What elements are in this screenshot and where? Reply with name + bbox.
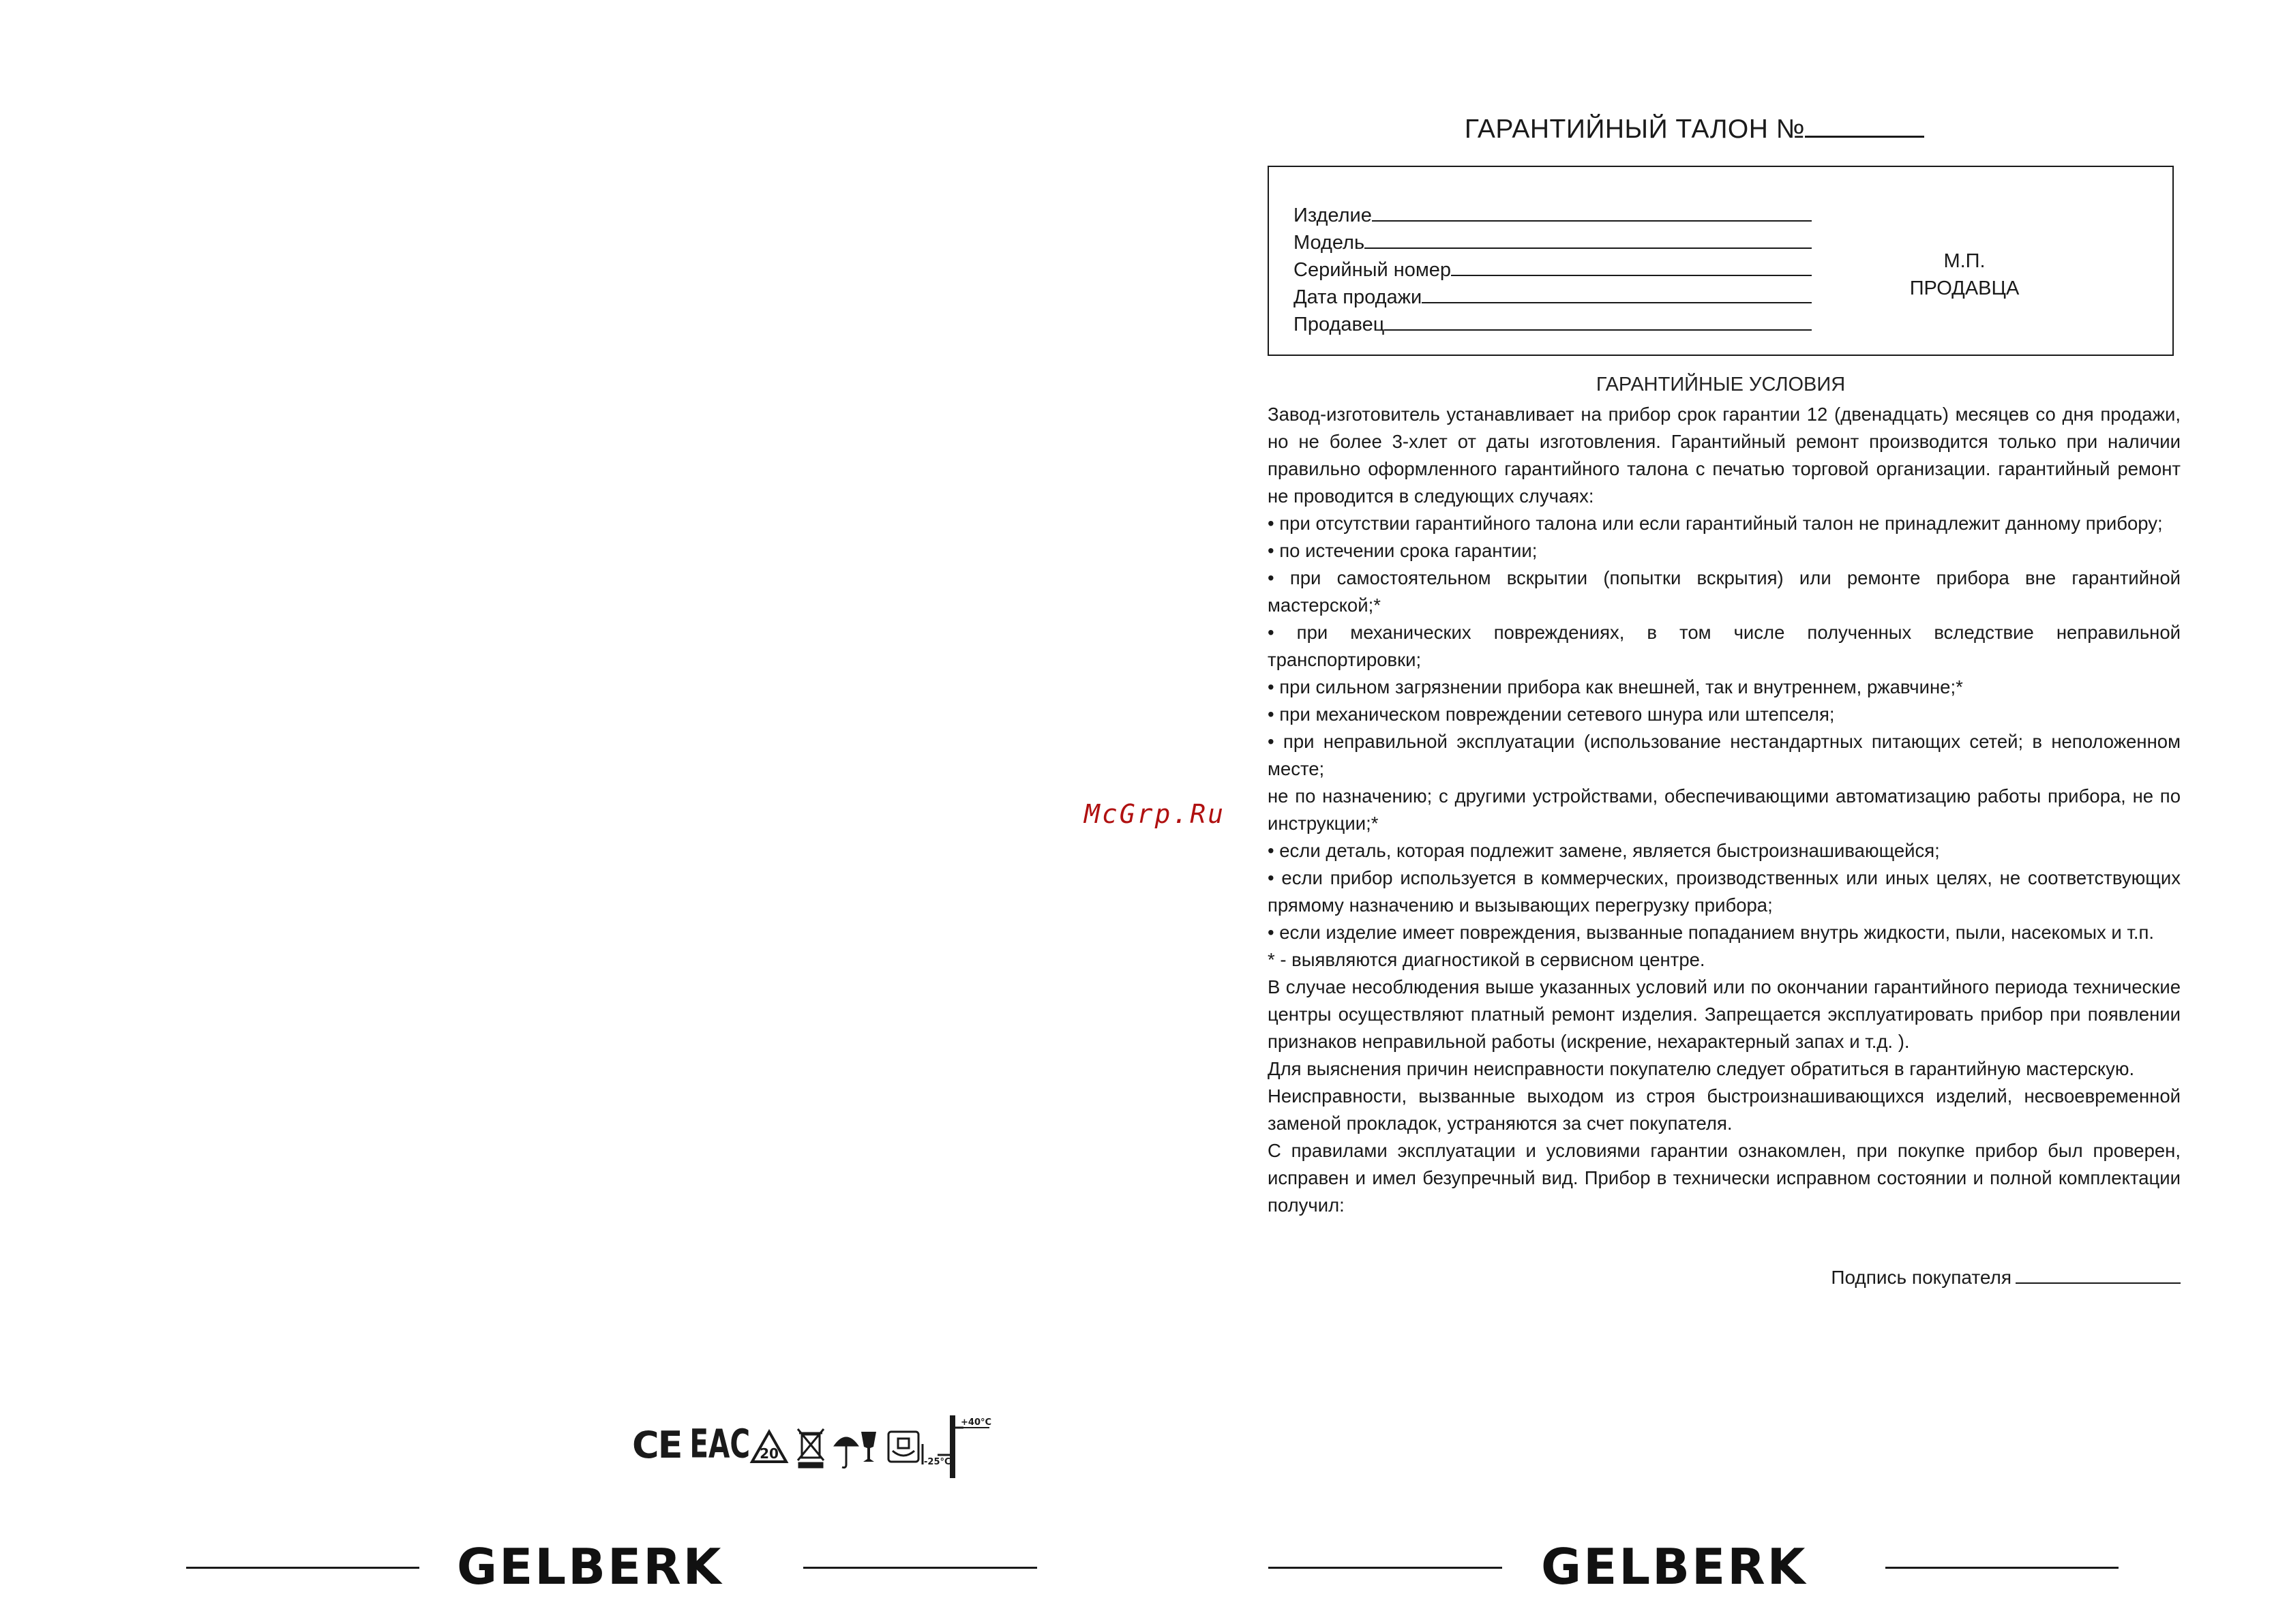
eac-mark: EAC bbox=[689, 1422, 751, 1468]
condition-paragraph: • если деталь, которая подлежит замене, является быстроизнашивающейся; bbox=[1268, 840, 1940, 861]
footer-rule-left-a bbox=[186, 1567, 419, 1569]
condition-paragraph: • при неправильной эксплуатации (использование нестандартных питающих сетей; в неположенном месте; bbox=[1268, 731, 2181, 779]
condition-paragraph: Завод-изготовитель устанавливает на прибор срок гарантии 12 (двенадцать) месяцев со дня продажи, но не более 3-хлет от даты изготовления. Гарантийный ремонт производится только при наличии правильно оформленного гарантийного талона с печатью торговой организации. гарантийный ремонт не проводится в следующих случаях: bbox=[1268, 404, 2181, 507]
footer-rule-left-b bbox=[803, 1567, 1037, 1569]
condition-paragraph: не по назначению; с другими устройствами, обеспечивающими автоматизацию работы прибора, не по инструкции;* bbox=[1268, 785, 2181, 834]
condition-paragraph: • при механических повреждениях, в том числе полученных вследствие неправильной транспортировки; bbox=[1268, 622, 2181, 670]
temp-high-label: +40°C bbox=[961, 1417, 992, 1428]
field-model[interactable] bbox=[1293, 227, 1812, 254]
footer-rule-right-b bbox=[1885, 1567, 2119, 1569]
signature-blank[interactable] bbox=[2016, 1267, 2181, 1284]
field-label: Серийный номер bbox=[1293, 259, 1452, 281]
brand-logo-left: GELBERK bbox=[457, 1538, 723, 1595]
field-blank[interactable] bbox=[1384, 329, 1812, 331]
ce-mark: CE bbox=[632, 1424, 682, 1467]
recycle-icon bbox=[752, 1432, 786, 1462]
warranty-conditions bbox=[1268, 401, 2181, 1219]
condition-paragraph: • по истечении срока гарантии; bbox=[1268, 540, 1538, 561]
field-blank[interactable] bbox=[1451, 275, 1812, 276]
condition-paragraph: С правилами эксплуатации и условиями гарантии ознакомлен, при покупке прибор был проверен, исправен и имел безупречный вид. Прибор в технически исправном состоянии и полной комплектации получил: bbox=[1268, 1140, 2181, 1216]
card-number-blank[interactable] bbox=[1805, 115, 1924, 138]
field-seller[interactable] bbox=[1293, 309, 1812, 336]
condition-paragraph: В случае несоблюдения выше указанных условий или по окончании гарантийного периода технические центры осуществляют платный ремонт изделия. Запрещается эксплуатировать прибор при появлении признаков неправильной работы (искрение, нехарактерный запах и т.д. ). bbox=[1268, 976, 2181, 1052]
keep-dry-icon bbox=[835, 1438, 857, 1468]
warranty-card-title bbox=[1268, 115, 2121, 145]
condition-paragraph: Неисправности, вызванные выходом из строя быстроизнашивающихся изделий, несвоевременной заменой прокладок, устраняются за счет покупателя. bbox=[1268, 1085, 2181, 1134]
watermark: McGrp.Ru bbox=[1084, 799, 1226, 829]
product-fields bbox=[1293, 200, 1812, 336]
weee-bin-icon bbox=[798, 1429, 824, 1467]
condition-paragraph: • если изделие имеет повреждения, вызванные попаданием внутрь жидкости, пыли, насекомых и т.п. bbox=[1268, 922, 2155, 943]
fragile-icon bbox=[861, 1432, 876, 1462]
seller-stamp-area bbox=[1862, 247, 2067, 302]
field-serial-number[interactable] bbox=[1293, 254, 1812, 282]
conditions-title: ГАРАНТИЙНЫЕ УСЛОВИЯ bbox=[1596, 374, 1846, 395]
condition-paragraph: • если прибор используется в коммерческих, производственных или иных целях, не соответствующих прямому назначению и вызывающих перегрузку прибора; bbox=[1268, 867, 2181, 916]
stamp-line-1: М.П. bbox=[1943, 250, 1986, 272]
field-blank[interactable] bbox=[1372, 220, 1812, 222]
condition-paragraph: Для выяснения причин неисправности покупателю следует обратиться в гарантийную мастерскую. bbox=[1268, 1058, 2135, 1079]
temp-low-label: -25°C bbox=[924, 1457, 951, 1467]
condition-paragraph: • при сильном загрязнении прибора как внешней, так и внутреннем, ржавчине;* bbox=[1268, 676, 1963, 697]
warranty-card-title-text: ГАРАНТИЙНЫЙ ТАЛОН № bbox=[1464, 115, 1806, 144]
condition-paragraph: • при самостоятельном вскрытии (попытки вскрытия) или ремонте прибора вне гарантийной мастерской;* bbox=[1268, 567, 2181, 616]
buyer-signature bbox=[1268, 1267, 2181, 1289]
field-label: Продавец bbox=[1293, 314, 1385, 335]
field-sale-date[interactable] bbox=[1293, 282, 1812, 309]
stamp-line-2: ПРОДАВЦА bbox=[1909, 277, 2020, 299]
condition-paragraph: * - выявляются диагностикой в сервисном центре. bbox=[1268, 949, 1705, 970]
brand-logo-right: GELBERK bbox=[1541, 1538, 1808, 1595]
signature-label: Подпись покупателя bbox=[1831, 1267, 2011, 1288]
field-label: Изделие bbox=[1293, 205, 1372, 226]
condition-paragraph: • при механическом повреждении сетевого шнура или штепселя; bbox=[1268, 704, 1835, 725]
field-label: Дата продажи bbox=[1293, 286, 1422, 308]
condition-paragraph: • при отсутствии гарантийного талона или если гарантийный талон не принадлежит данному прибору; bbox=[1268, 513, 2163, 534]
field-label: Модель bbox=[1293, 232, 1365, 254]
field-product[interactable] bbox=[1293, 200, 1812, 227]
product-info-box bbox=[1268, 166, 2174, 356]
field-blank[interactable] bbox=[1422, 302, 1812, 303]
certification-marks bbox=[631, 1413, 999, 1481]
handle-with-care-icon bbox=[888, 1432, 918, 1462]
field-blank[interactable] bbox=[1364, 247, 1812, 249]
temperature-limit-icon bbox=[924, 1415, 991, 1478]
recycle-number: 20 bbox=[760, 1445, 779, 1462]
footer-rule-right-a bbox=[1268, 1567, 1502, 1569]
